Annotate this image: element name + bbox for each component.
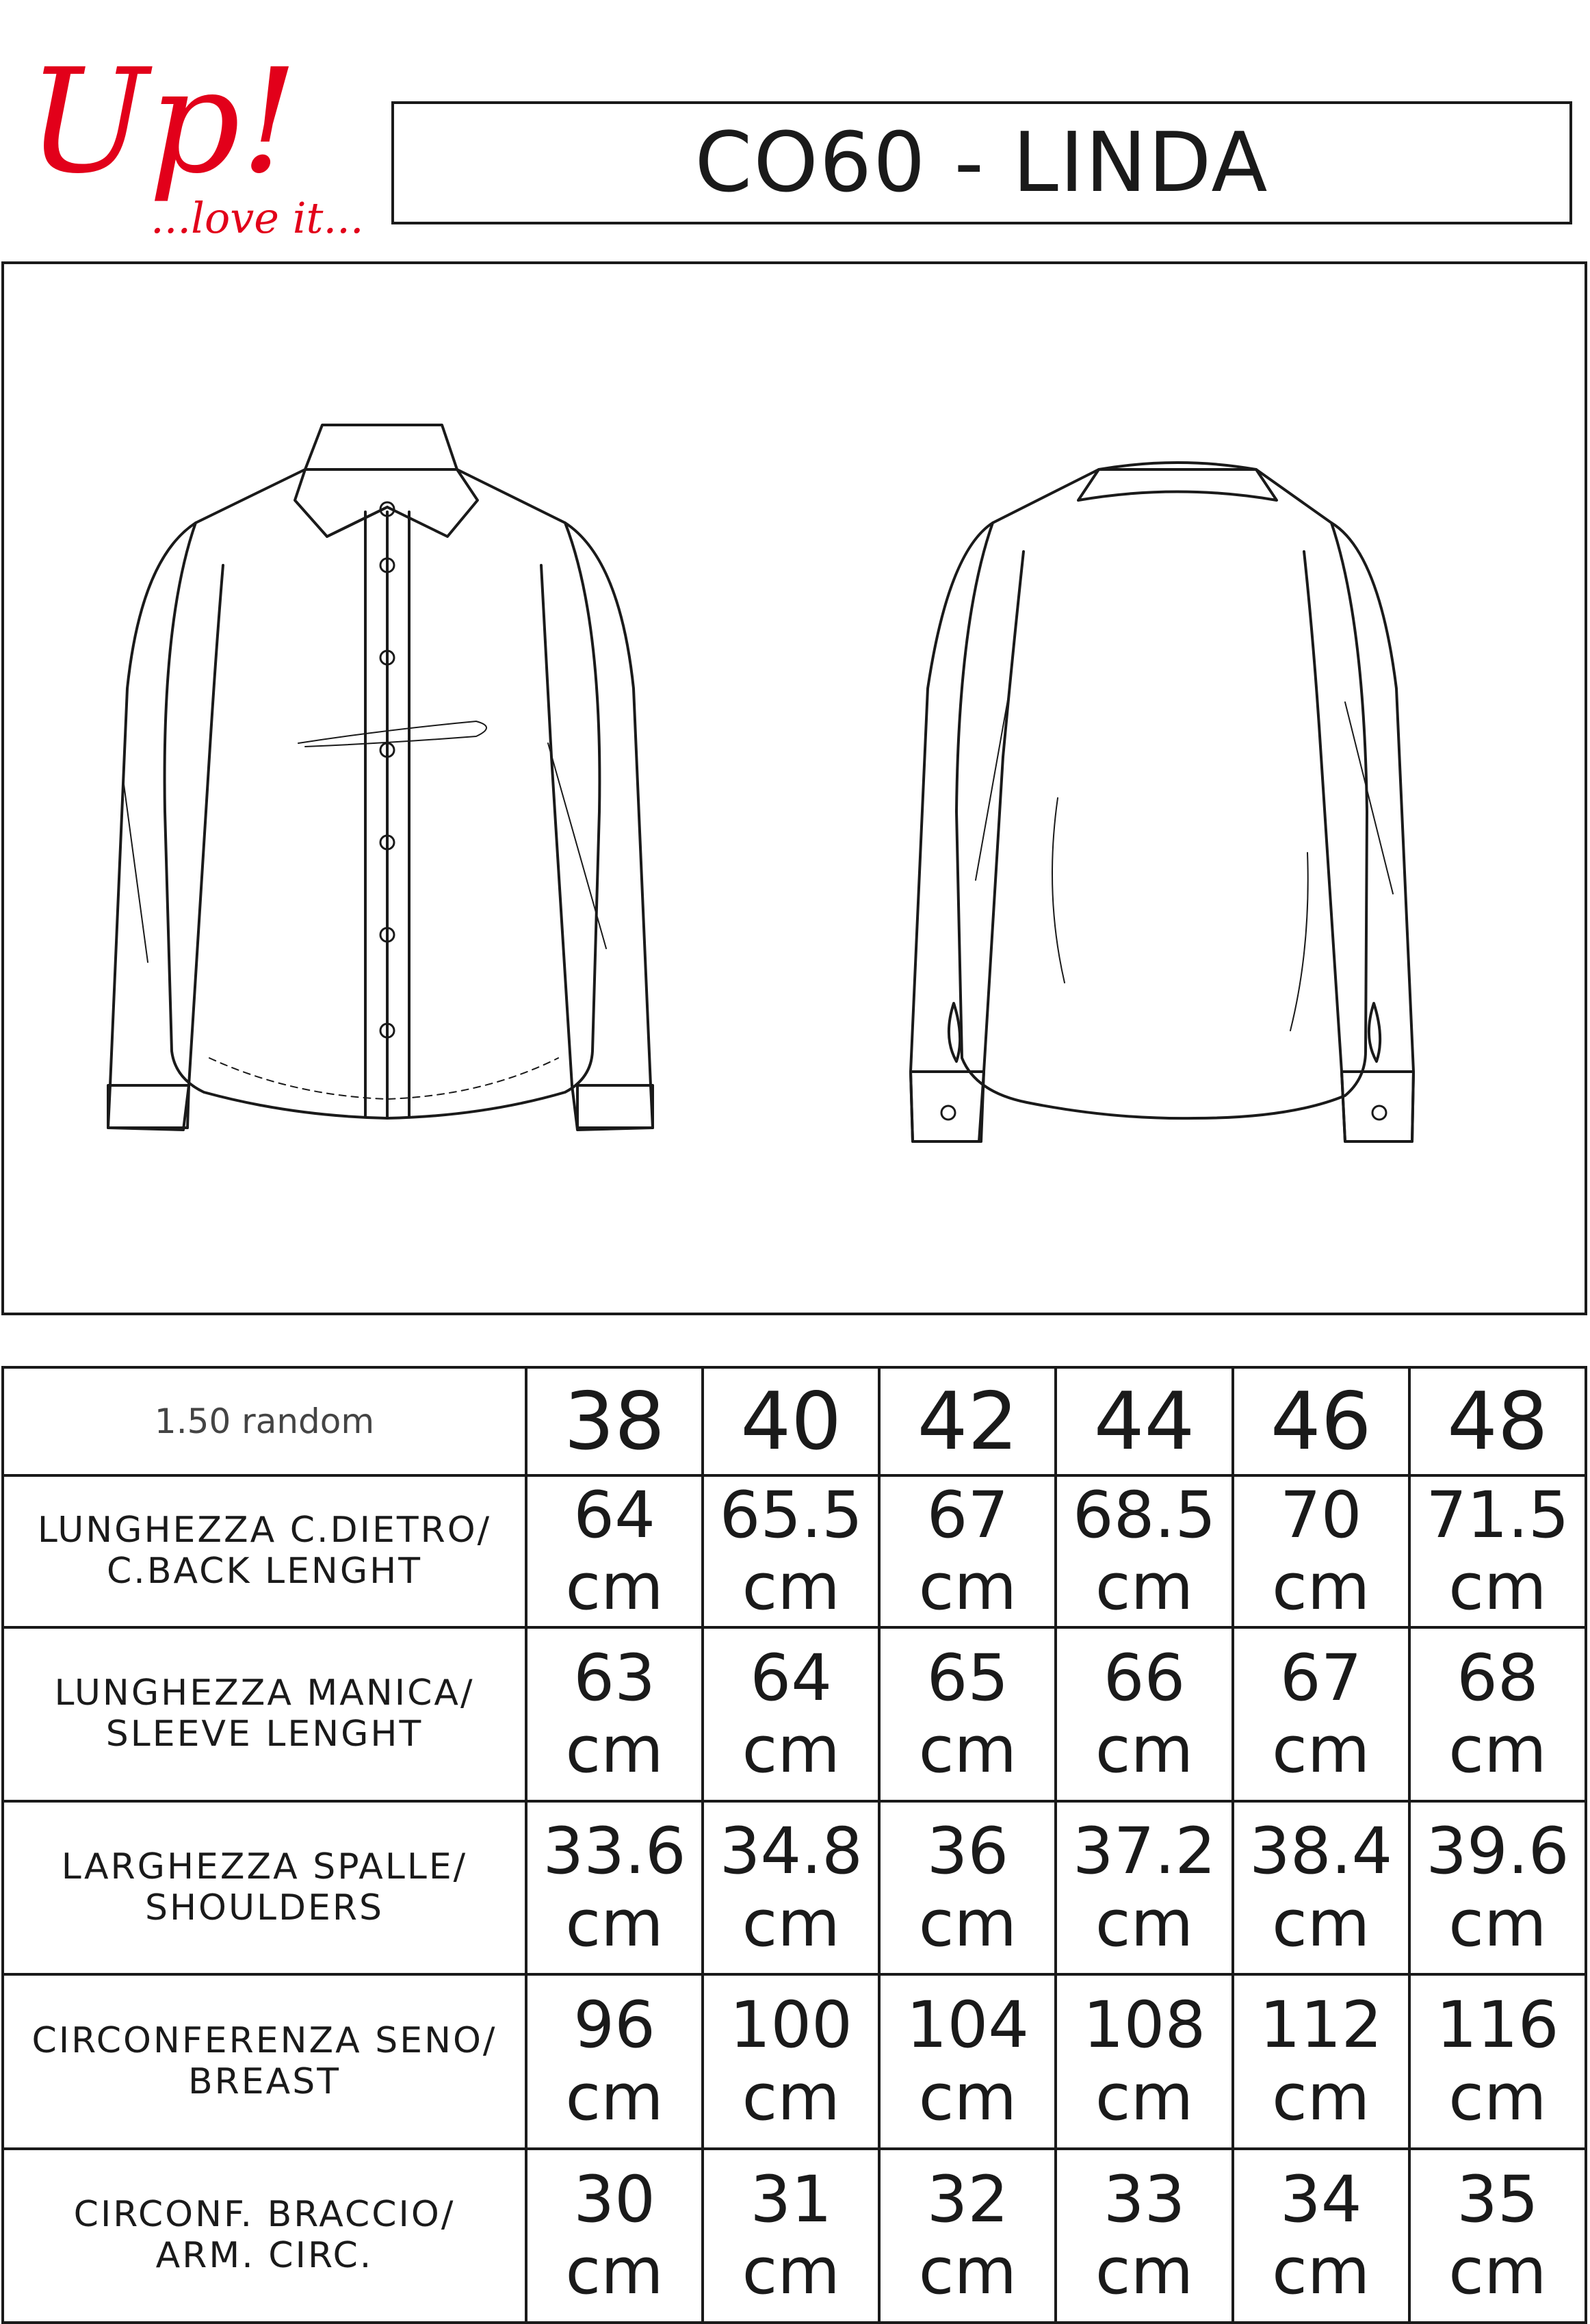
value-cell (703, 1801, 879, 1974)
logo-wordmark: Up! (27, 38, 298, 205)
value: 33 (1103, 2162, 1186, 2237)
row-label (3, 2149, 526, 2323)
value: 35 (1457, 2162, 1539, 2237)
unit: cm (1272, 1713, 1370, 1787)
size-header-cell (879, 1367, 1056, 1475)
unit: cm (565, 1713, 664, 1787)
value-cell (1056, 1974, 1232, 2149)
row-label (3, 1627, 526, 1801)
value-cell (526, 1801, 703, 1974)
value: 33.6 (543, 1814, 686, 1889)
measurement-row-breast (3, 1974, 1586, 2149)
value: 34 (1279, 2162, 1362, 2237)
row-label (3, 1801, 526, 1974)
unit: cm (1448, 1886, 1547, 1961)
row-label-it: LUNGHEZZA MANICA/ (54, 1673, 475, 1714)
value: 30 (573, 2162, 655, 2237)
size-label: 38 (564, 1375, 665, 1468)
shirt-front-illustration (108, 425, 653, 1130)
value: 37.2 (1072, 1814, 1216, 1889)
technical-drawing-panel (1, 261, 1587, 1315)
value: 32 (926, 2162, 1009, 2237)
row-label-en: SLEEVE LENGHT (105, 1714, 423, 1755)
size-header-row (3, 1367, 1586, 1475)
size-header-cell (1056, 1367, 1232, 1475)
unit: cm (1095, 1550, 1194, 1625)
corner-note-cell (3, 1367, 526, 1475)
size-header-cell (1409, 1367, 1586, 1475)
value: 64 (573, 1477, 655, 1553)
value: 100 (729, 1988, 852, 2063)
value-cell (1409, 1974, 1586, 2149)
row-label-en: C.BACK LENGHT (107, 1551, 422, 1592)
value: 116 (1436, 1988, 1559, 2063)
value-cell (526, 2149, 703, 2323)
shirt-back-illustration (911, 463, 1413, 1141)
value: 31 (750, 2162, 833, 2237)
value-cell (1233, 1801, 1409, 1974)
unit: cm (1095, 1713, 1194, 1787)
unit: cm (1448, 2060, 1547, 2135)
row-label-it: LARGHEZZA SPALLE/ (61, 1846, 468, 1887)
value-cell (879, 1475, 1056, 1627)
unit: cm (1272, 2060, 1370, 2135)
unit: cm (918, 2060, 1017, 2135)
value-cell (1056, 1475, 1232, 1627)
value: 63 (573, 1640, 655, 1716)
unit: cm (1272, 1550, 1370, 1625)
value-cell (703, 1974, 879, 2149)
value-cell (703, 2149, 879, 2323)
value-cell (1056, 1801, 1232, 1974)
value-cell (879, 1627, 1056, 1801)
row-label-en: ARM. CIRC. (155, 2235, 374, 2276)
value: 38.4 (1249, 1814, 1393, 1889)
size-label: 40 (740, 1375, 842, 1468)
value: 104 (906, 1988, 1030, 2063)
value-cell (703, 1627, 879, 1801)
measurement-row-sleeve-length (3, 1627, 1586, 1801)
value-cell (526, 1974, 703, 2149)
size-label: 48 (1447, 1375, 1548, 1468)
value: 68.5 (1072, 1477, 1216, 1553)
brand-logo (21, 27, 364, 246)
product-title: CO60 - LINDA (694, 115, 1269, 211)
unit: cm (565, 2234, 664, 2309)
value: 36 (926, 1814, 1009, 1889)
value-cell (1233, 2149, 1409, 2323)
size-header-cell (1233, 1367, 1409, 1475)
value: 71.5 (1426, 1477, 1569, 1553)
unit: cm (565, 1886, 664, 1961)
unit: cm (1448, 2234, 1547, 2309)
row-label-en: BREAST (187, 2061, 341, 2102)
row-label (3, 1974, 526, 2149)
unit: cm (918, 1550, 1017, 1625)
unit: cm (1448, 1713, 1547, 1787)
value-cell (1409, 1475, 1586, 1627)
unit: cm (742, 1713, 840, 1787)
product-title-box (391, 101, 1572, 224)
unit: cm (1448, 1550, 1547, 1625)
row-label (3, 1475, 526, 1627)
row-label-it: CIRCONF. BRACCIO/ (73, 2194, 456, 2236)
value-cell (1409, 1801, 1586, 1974)
value-cell (879, 1801, 1056, 1974)
corner-note: 1.50 random (154, 1402, 375, 1441)
unit: cm (1095, 2060, 1194, 2135)
value-cell (1233, 1974, 1409, 2149)
unit: cm (565, 2060, 664, 2135)
measurement-row-arm-circ (3, 2149, 1586, 2323)
unit: cm (742, 2060, 840, 2135)
value-cell (526, 1627, 703, 1801)
value: 96 (573, 1988, 655, 2063)
size-label: 42 (917, 1375, 1019, 1468)
unit: cm (918, 1886, 1017, 1961)
size-label: 46 (1270, 1375, 1372, 1468)
value-cell (1056, 1627, 1232, 1801)
unit: cm (565, 1550, 664, 1625)
unit: cm (1095, 1886, 1194, 1961)
value-cell (1233, 1475, 1409, 1627)
unit: cm (1272, 2234, 1370, 2309)
measurement-row-back-length (3, 1475, 1586, 1627)
value: 67 (1279, 1640, 1362, 1716)
value: 68 (1457, 1640, 1539, 1716)
size-header-cell (703, 1367, 879, 1475)
size-label: 44 (1093, 1375, 1195, 1468)
row-label-it: CIRCONFERENZA SENO/ (31, 2019, 497, 2061)
value: 39.6 (1426, 1814, 1569, 1889)
value: 34.8 (719, 1814, 863, 1889)
unit: cm (742, 2234, 840, 2309)
value: 65 (926, 1640, 1009, 1716)
logo-tagline: ...love it... (151, 193, 364, 243)
value: 108 (1082, 1988, 1206, 2063)
value: 67 (926, 1477, 1009, 1553)
unit: cm (742, 1886, 840, 1961)
value-cell (526, 1475, 703, 1627)
row-label-it: LUNGHEZZA C.DIETRO/ (37, 1510, 492, 1551)
value-cell (879, 2149, 1056, 2323)
value-cell (1409, 1627, 1586, 1801)
unit: cm (1272, 1886, 1370, 1961)
unit: cm (918, 2234, 1017, 2309)
value-cell (1409, 2149, 1586, 2323)
value-cell (703, 1475, 879, 1627)
size-header-cell (526, 1367, 703, 1475)
unit: cm (1095, 2234, 1194, 2309)
value: 70 (1279, 1477, 1362, 1553)
value: 64 (750, 1640, 833, 1716)
value-cell (1056, 2149, 1232, 2323)
value-cell (879, 1974, 1056, 2149)
value-cell (1233, 1627, 1409, 1801)
value: 66 (1103, 1640, 1186, 1716)
unit: cm (918, 1713, 1017, 1787)
value: 65.5 (719, 1477, 863, 1553)
size-chart-table (1, 1366, 1587, 2324)
measurement-row-shoulders (3, 1801, 1586, 1974)
value: 112 (1259, 1988, 1383, 2063)
row-label-en: SHOULDERS (144, 1887, 385, 1928)
unit: cm (742, 1550, 840, 1625)
